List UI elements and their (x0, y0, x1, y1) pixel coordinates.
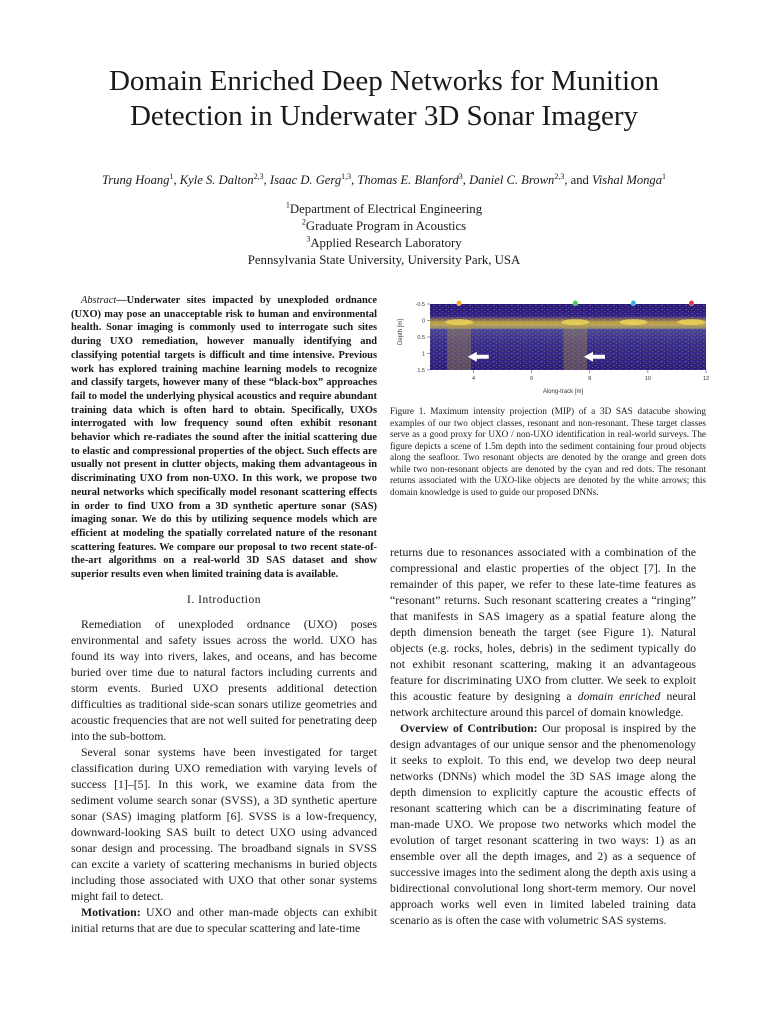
object-class-dot (631, 300, 636, 305)
overview-text: Our proposal is inspired by the design advantages of our unique sensor and the phenomenology it seeks to exploit. To this end, we develop two deep neural networks (DNNs) which model the 3D SAS image along the depth dimension to explicitly capture the acoustic effects of resonant scattering which can be a discriminating feature of man-made UXO. We propose two networks which model the evolution of target resonant scattering in two ways: 1) as an ensemble over all the depth images, and 2) as a sequence of successive images into the sediment along the depth axis using a bidirectional convolutional long short-term memory. Our novel approach works well even in limited labeled training data scenario as is often the case with volumetric SAS systems. (390, 721, 696, 927)
affiliation-number: 2 (301, 217, 306, 227)
title-line-2: Detection in Underwater 3D Sonar Imagery (129, 100, 639, 132)
emphasis-domain-enriched: domain enriched (577, 689, 661, 703)
x-tick-label: 12 (702, 376, 710, 382)
abstract (71, 294, 377, 582)
author-conjunction: and (570, 173, 589, 187)
affiliation-text: Graduate Program in Acoustics (305, 219, 467, 233)
author-affiliation: 2,3 (253, 171, 264, 181)
y-axis-label: Depth [m] (398, 318, 404, 346)
x-tick-label: 8 (588, 376, 592, 382)
motivation-text: UXO and other man-made objects can exhibit initial returns that are due to specular scattering and late-time (71, 904, 377, 935)
author-affiliation: 3 (458, 171, 463, 181)
paper-title (40, 64, 728, 134)
affiliation-text: Department of Electrical Engineering (289, 202, 483, 216)
affiliation-number: 1 (285, 200, 290, 210)
plot-area (430, 304, 706, 370)
x-axis-label: Along-track [m] (542, 389, 584, 395)
object-class-dot (573, 300, 578, 305)
affiliation-line (40, 218, 728, 235)
affiliation-line (40, 201, 728, 218)
author-affiliation: 1 (662, 171, 667, 181)
affiliation-text: Pennsylvania State University, University Park, USA (247, 253, 521, 267)
author-list: Trung Hoang$^1$, Kyle S. Dalton$^{2,3}$, Isaac D. Gerg$^{1,3}$, Thomas E. Blanford$^3$, Daniel C. Brown$^{2,3}$, and Vishal Monga$^1$ (101, 171, 667, 187)
paragraph-intro-2: Several sonar systems have been investigated for target classification during UXO remediation with varying levels of success [1]–[5]. In this work, we examine data from the sediment volume search sonar (SVSS), a 3D synthetic aperture sonar (SAS) imaging platform [6]. SVSS is a low-frequency, downward-looking SAS built to detect UXO using advanced sonar design and processing. The broadband signals in SVSS can excite a variety of scattering mechanisms in buried objects including those associated with UXO that other sonar systems might fail to detect. (71, 744, 377, 903)
object-return (619, 319, 647, 325)
author-affiliation: 1 (169, 171, 174, 181)
right-column (390, 544, 696, 928)
affiliation-block (40, 201, 728, 269)
resonant-return-column (563, 324, 587, 370)
y-tick-label: 1 (421, 351, 425, 358)
author-name: Thomas E. Blanford (357, 173, 459, 187)
author-name: Daniel C. Brown (469, 173, 555, 187)
x-tick-label: 4 (472, 376, 476, 382)
motivation-label: Motivation: (81, 904, 141, 919)
section-heading-introduction: I. Introduction (187, 593, 261, 606)
paragraph-resonance-text-a: returns due to resonances associated with a combination of the compressional and elastic properties of the object [7]. In the remainder of this paper, we refer to these late-time features as “resonant” returns. Such resonant scattering creates a “ringing” that manifests in SAS imagery as a spatial feature along the depth dimension beneath the target (see Figure 1). Natural objects (e.g. rocks, holes, debris) in the sediment typically do not exhibit resonant scattering, making it an advantageous feature for discriminating UXO from clutter. We seek to exploit this acoustic feature by designing a (390, 545, 696, 703)
author-affiliation: 1,3 (341, 171, 352, 181)
x-tick-label: 6 (530, 376, 534, 382)
paragraph-overview (390, 720, 696, 928)
affiliation-number: 3 (306, 234, 311, 244)
title-line-1: Domain Enriched Deep Networks for Munition (108, 65, 660, 97)
object-return (677, 319, 705, 325)
affiliation-line (40, 252, 728, 269)
abstract-label: Abstract (81, 295, 117, 306)
object-class-dot (689, 300, 694, 305)
paragraph-motivation (71, 904, 377, 936)
author-affiliation: 2,3 (554, 171, 565, 181)
paragraph-intro-1: Remediation of unexploded ordnance (UXO) poses environmental and safety issues across the world. UXO has found its way into rivers, lakes, and oceans, and has become buried over time due to natural factors including currents and storm events. Buried UXO presents additional detection difficulties as traditional side-scan sonars utilize geometries and acoustic frequencies that are not well suited for penetrating deep into the sub-bottom. (71, 616, 377, 743)
y-tick-group (416, 302, 430, 374)
author-name: Kyle S. Dalton (179, 173, 254, 187)
author-name: Vishal Monga (591, 173, 663, 187)
y-tick-label: 0.5 (417, 335, 425, 341)
paragraph-resonance (390, 544, 696, 720)
object-class-dot (456, 300, 461, 305)
y-tick-label: 0 (421, 318, 425, 325)
object-return (445, 319, 473, 325)
affiliation-text: Applied Research Laboratory (310, 236, 462, 250)
x-tick-label: 10 (644, 376, 651, 382)
figure-1 (390, 296, 710, 498)
overview-label: Overview of Contribution: (400, 721, 538, 735)
left-column (71, 294, 377, 936)
y-tick-label: 1.5 (417, 368, 425, 374)
abstract-text: —Underwater sites impacted by unexploded ordnance (UXO) may pose an unacceptable risk to human and environmental health. Sonar imaging is commonly used to interrogate such sites during UXO remediation, however manually identifying and classifying potential targets is difficult and time intensive. Previous work has explored training machine learning models to recognize and classify targets, however many of these “black-box” approaches fail to model the underlying physical acoustics and require abundant training data which is often hard to obtain. Specifically, UXOs interrogated with low frequency sound often exhibit resonant behavior which re-radiates the sound after the initial scattering due to elastic and compressional properties of the object. Such effects are usually not present in clutter objects, making them advantageous in discriminating UXO from non-UXO. In this work, we propose two neural networks which specifically model resonant scattering effects in order to find UXO from a 3D synthetic aperture sonar (SAS) imaging sonar. We do this by utilizing sequence models which are efficient at modeling the spatially correlated nature of the resonant scattering features. We compare our proposal to two recent state-of-the-art algorithms on a real-world 3D SAS dataset and show superior results even when limited training data is available. (71, 295, 377, 581)
x-tick-group (472, 370, 709, 382)
figure-caption: Figure 1. Maximum intensity projection (MIP) of a 3D SAS datacube showing examples of our two object classes, resonant and non-resonant. These target classes serve as a good proxy for UXO / non-UXO identification in real-world surveys. The figure depicts a scene of 1.5m depth into the sediment containing four proud objects along the seafloor. Two resonant objects are denoted by the orange and green dots while two non-resonant objects are denoted by the cyan and red dots. The resonant returns associated with the UXO-like objects are denoted by the white arrows; this domain knowledge is used to guide our proposed DNNs. (390, 406, 706, 497)
y-tick-label: -0.5 (415, 302, 425, 308)
affiliation-line (40, 235, 728, 252)
paragraph-resonance-text-b: neural network architecture around this parcel of domain knowledge. (390, 689, 696, 719)
author-name: Trung Hoang (101, 173, 170, 187)
author-name: Isaac D. Gerg (269, 173, 342, 187)
object-return (561, 319, 589, 325)
mip-sonar-image (390, 296, 710, 398)
resonant-return-column (447, 324, 471, 370)
